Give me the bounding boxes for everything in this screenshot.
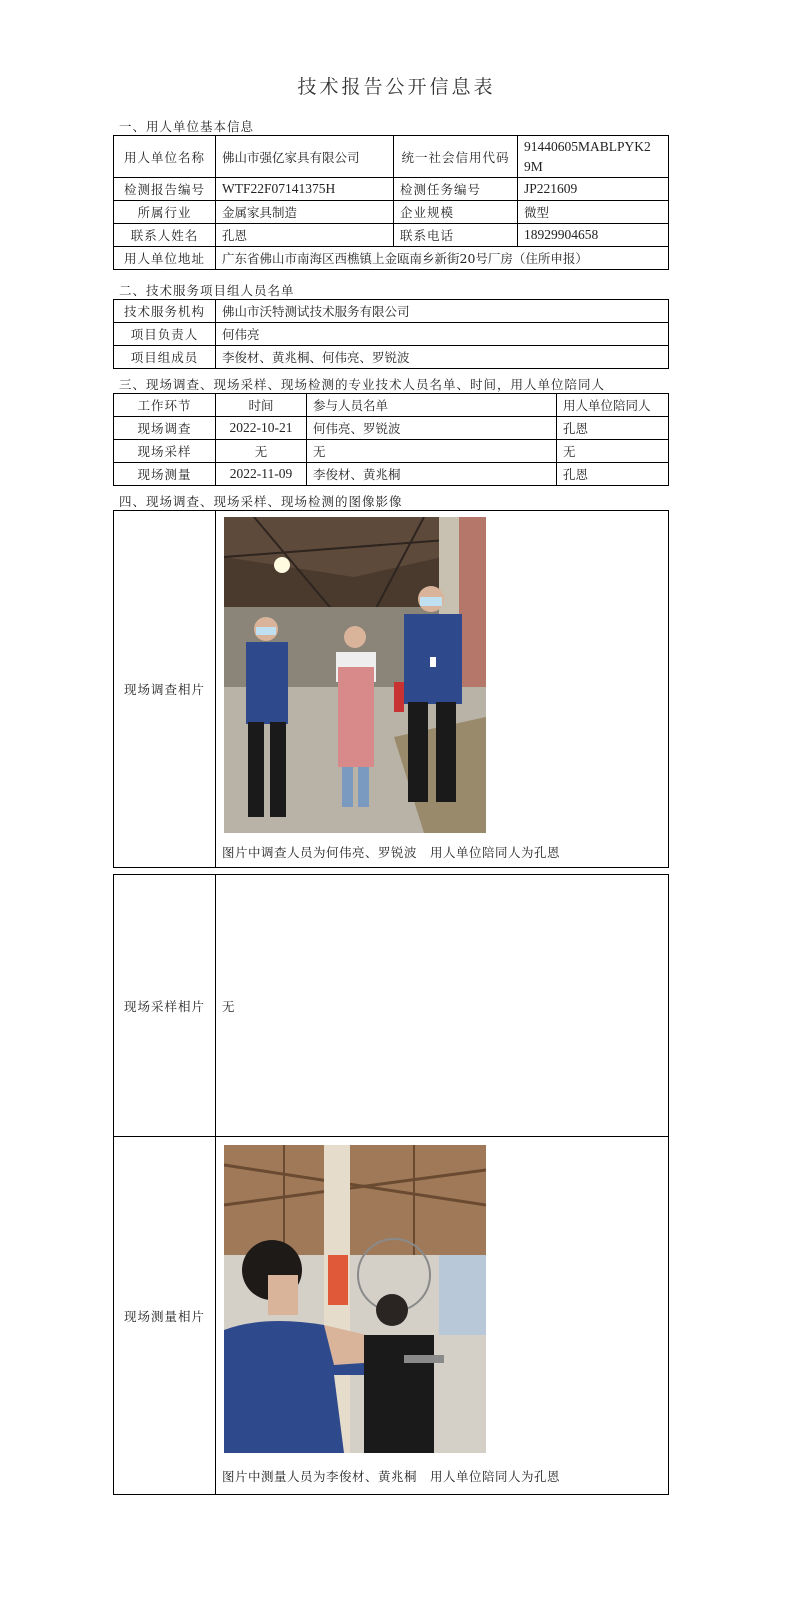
row-stage: 现场采样 [114, 440, 216, 463]
report-value: WTF22F07141375H [216, 178, 394, 201]
team-table [113, 299, 669, 369]
row-people: 无 [307, 440, 557, 463]
leader-label: 项目负责人 [114, 323, 216, 346]
scale-value: 微型 [518, 201, 669, 224]
task-label: 检测任务编号 [394, 178, 518, 201]
header-people: 参与人员名单 [307, 394, 557, 417]
measure-photo-label: 现场测量相片 [114, 1137, 216, 1495]
survey-photo-label: 现场调查相片 [114, 511, 216, 868]
sampling-photo-value: 无 [216, 875, 669, 1137]
section4-heading: 四、现场调查、现场采样、现场检测的图像影像 [119, 494, 403, 509]
row-escort: 孔恩 [557, 417, 669, 440]
table-row [114, 417, 669, 440]
sampling-photo-label: 现场采样相片 [114, 875, 216, 1137]
contact-value: 孔恩 [216, 224, 394, 247]
survey-photo [224, 517, 486, 833]
industry-value: 金属家具制造 [216, 201, 394, 224]
survey-photo-cell [216, 511, 669, 868]
sampling-measure-table [113, 874, 669, 1495]
measure-photo-cell [216, 1137, 669, 1495]
credit-label: 统一社会信用代码 [394, 136, 518, 178]
credit-value: 91440605MABLPYK2 9M [518, 136, 669, 178]
document-title: 技术报告公开信息表 [297, 76, 496, 98]
row-escort: 无 [557, 440, 669, 463]
scale-label: 企业规模 [394, 201, 518, 224]
measure-photo-caption: 图片中测量人员为李俊材、黄兆桐 用人单位陪同人为孔恩 [222, 1469, 561, 1484]
row-date: 无 [216, 440, 307, 463]
measure-photo [224, 1145, 486, 1453]
contact-label: 联系人姓名 [114, 224, 216, 247]
survey-photo-table [113, 510, 669, 868]
phone-label: 联系电话 [394, 224, 518, 247]
row-people: 李俊材、黄兆桐 [307, 463, 557, 486]
row-stage: 现场测量 [114, 463, 216, 486]
header-date: 时间 [216, 394, 307, 417]
row-stage: 现场调查 [114, 417, 216, 440]
personnel-table [113, 393, 669, 486]
task-value: JP221609 [518, 178, 669, 201]
section2-heading: 二、技术服务项目组人员名单 [119, 283, 295, 298]
basic-info-table [113, 135, 669, 270]
industry-label: 所属行业 [114, 201, 216, 224]
phone-value: 18929904658 [518, 224, 669, 247]
org-value: 佛山市沃特测试技术服务有限公司 [216, 300, 669, 323]
section3-heading: 三、现场调查、现场采样、现场检测的专业技术人员名单、时间，用人单位陪同人 [119, 377, 606, 392]
row-people: 何伟亮、罗锐波 [307, 417, 557, 440]
report-label: 检测报告编号 [114, 178, 216, 201]
row-date: 2022-11-09 [216, 463, 307, 486]
org-label: 技术服务机构 [114, 300, 216, 323]
members-value: 李俊材、黄兆桐、何伟亮、罗锐波 [216, 346, 669, 369]
header-escort: 用人单位陪同人 [557, 394, 669, 417]
table-row [114, 440, 669, 463]
company-label: 用人单位名称 [114, 136, 216, 178]
address-label: 用人单位地址 [114, 247, 216, 270]
members-label: 项目组成员 [114, 346, 216, 369]
row-escort: 孔恩 [557, 463, 669, 486]
leader-value: 何伟亮 [216, 323, 669, 346]
section1-heading: 一、用人单位基本信息 [119, 119, 255, 134]
header-stage: 工作环节 [114, 394, 216, 417]
table-row [114, 463, 669, 486]
address-value: 广东省佛山市南海区西樵镇上金瓯南乡新街20号厂房（住所申报） [216, 247, 669, 270]
row-date: 2022-10-21 [216, 417, 307, 440]
company-value: 佛山市强亿家具有限公司 [216, 136, 394, 178]
survey-photo-caption: 图片中调查人员为何伟亮、罗锐波 用人单位陪同人为孔恩 [222, 845, 561, 860]
